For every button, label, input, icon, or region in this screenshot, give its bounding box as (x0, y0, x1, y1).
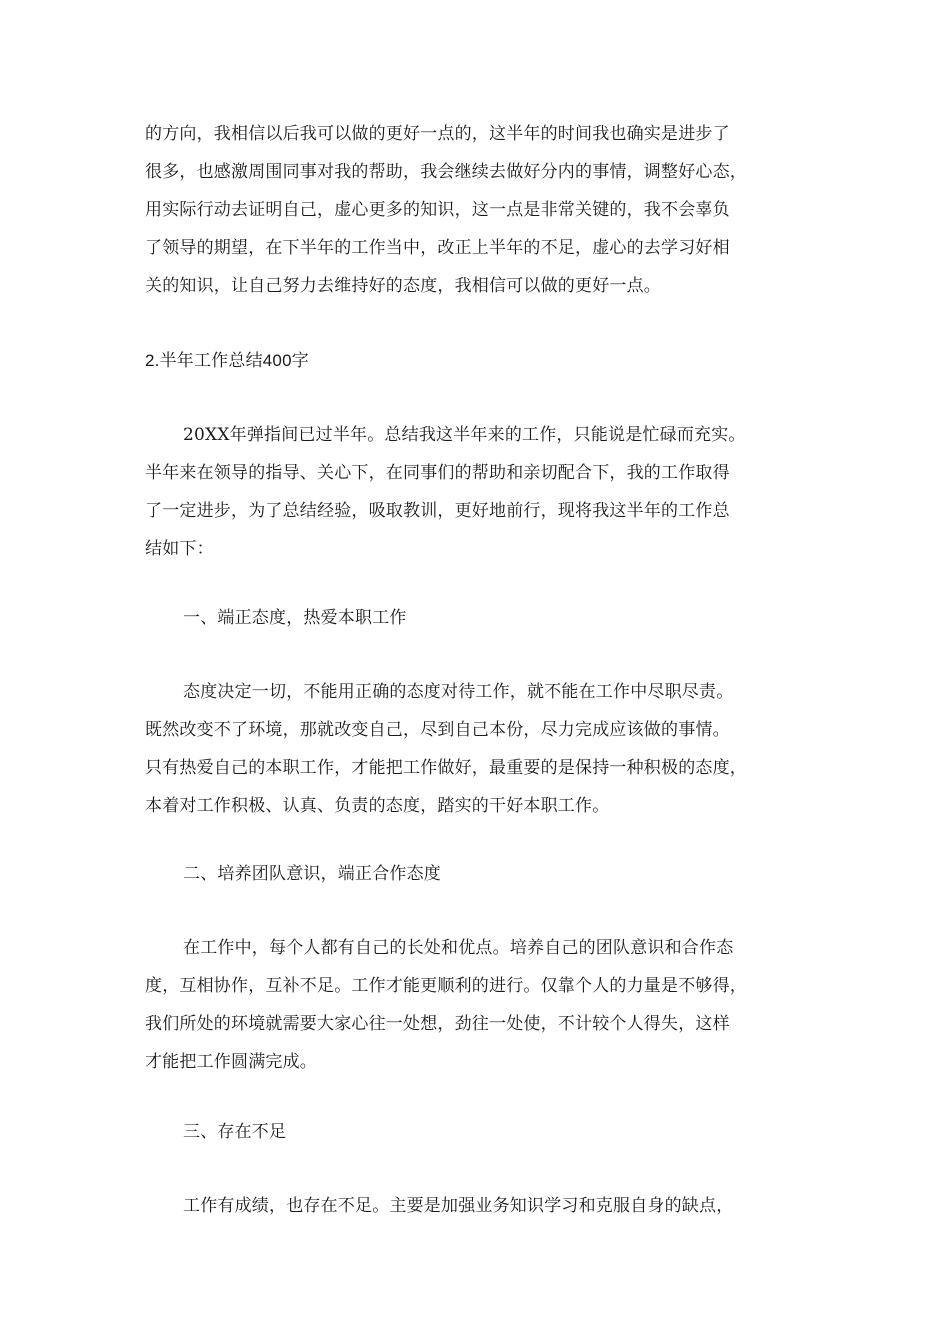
subsection-heading: 三、存在不足 (183, 1122, 287, 1142)
subsection-heading: 二、培养团队意识，端正合作态度 (183, 864, 441, 884)
subsection-heading: 一、端正态度，热爱本职工作 (183, 608, 407, 628)
paragraph-line: 用实际行动去证明自己，虚心更多的知识，这一点是非常关键的，我不会辜负 (145, 200, 730, 220)
paragraph-line: 很多，也感激周围同事对我的帮助，我会继续去做好分内的事情，调整好心态， (145, 162, 747, 182)
paragraph-line: 本着对工作积极、认真、负责的态度，踏实的干好本职工作。 (145, 796, 610, 816)
paragraph-line: 了领导的期望，在下半年的工作当中，改正上半年的不足，虚心的去学习好相 (145, 238, 730, 258)
paragraph-line: 了一定进步，为了总结经验，吸取教训，更好地前行，现将我这半年的工作总 (145, 501, 730, 521)
paragraph-line: 度，互相协作，互补不足。工作才能更顺利的进行。仅靠个人的力量是不够得， (145, 976, 747, 996)
paragraph-line: 态度决定一切，不能用正确的态度对待工作，就不能在工作中尽职尽责。 (183, 682, 734, 702)
paragraph-line: 在工作中，每个人都有自己的长处和优点。培养自己的团队意识和合作态 (183, 938, 734, 958)
paragraph-line: 既然改变不了环境，那就改变自己，尽到自己本份，尽力完成应该做的事情。 (145, 720, 730, 740)
paragraph-line: 工作有成绩，也存在不足。主要是加强业务知识学习和克服自身的缺点， (183, 1196, 734, 1216)
paragraph-line: 20XX年弹指间已过半年。总结我这半年来的工作，只能说是忙碌而充实。 (183, 425, 746, 445)
paragraph-line: 关的知识，让自己努力去维持好的态度，我相信可以做的更好一点。 (145, 276, 661, 296)
paragraph-line: 结如下： (145, 539, 214, 559)
paragraph-line: 我们所处的环境就需要大家心往一处想，劲往一处使，不计较个人得失，这样 (145, 1014, 730, 1034)
paragraph-line: 的方向，我相信以后我可以做的更好一点的，这半年的时间我也确实是进步了 (145, 124, 730, 144)
paragraph-line: 只有热爱自己的本职工作，才能把工作做好，最重要的是保持一种积极的态度， (145, 758, 747, 778)
paragraph-line: 半年来在领导的指导、关心下，在同事们的帮助和亲切配合下，我的工作取得 (145, 463, 730, 483)
paragraph-line: 才能把工作圆满完成。 (145, 1052, 317, 1072)
section-title: 2.半年工作总结400字 (145, 351, 309, 370)
